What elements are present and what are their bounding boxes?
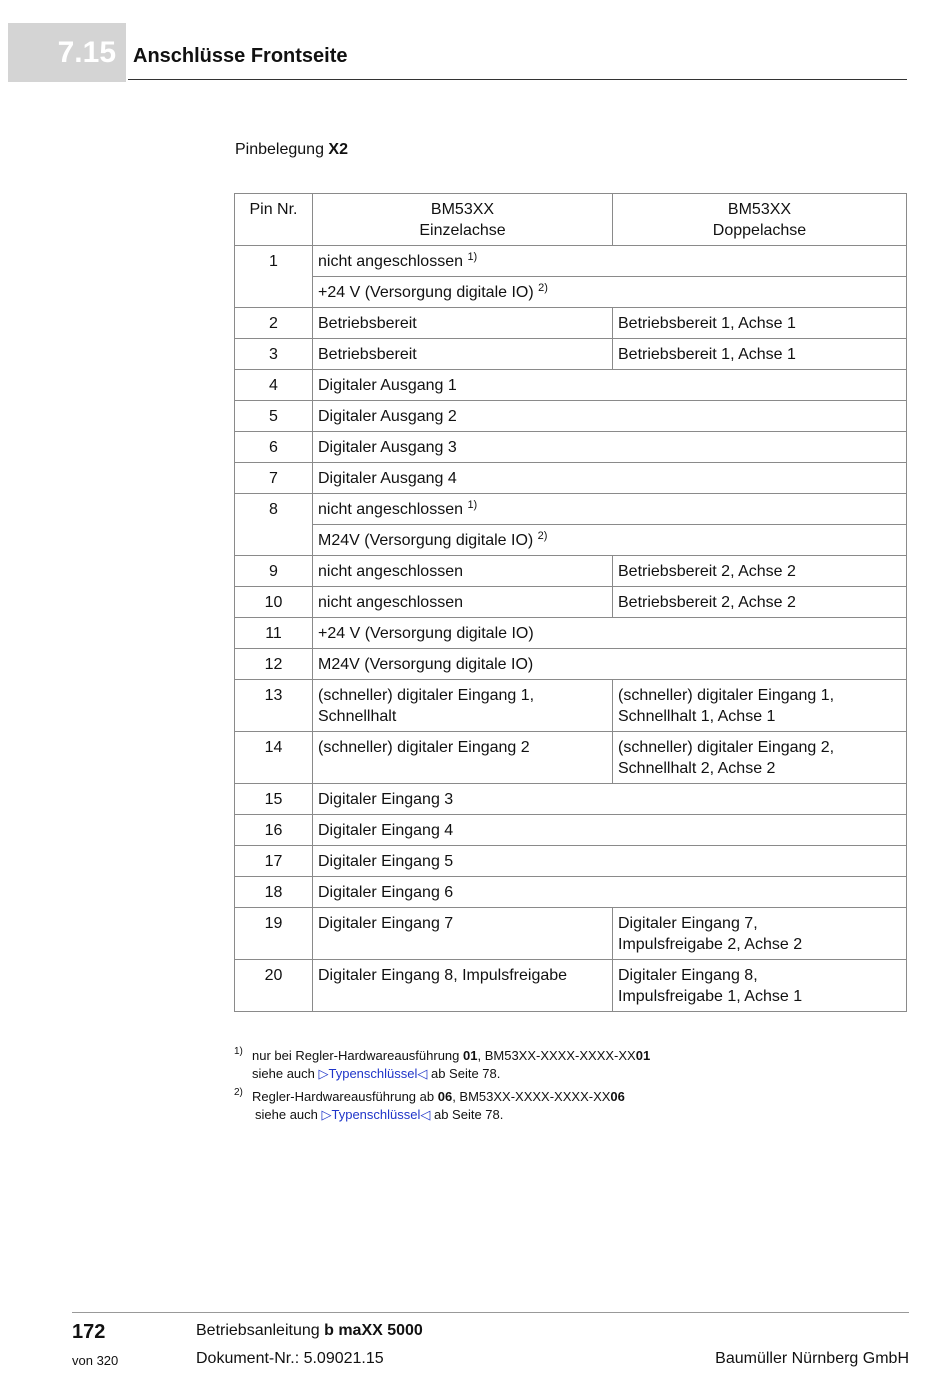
footnote-text: siehe auch (252, 1066, 319, 1081)
pin-number: 14 (235, 732, 313, 784)
single-axis-cell (313, 649, 907, 680)
double-axis-text: (schneller) digitaler Eingang 1, (618, 687, 835, 704)
footnote-ref: 2) (538, 282, 548, 294)
footnote-1 (234, 1047, 650, 1083)
single-axis-text: nicht angeschlossen (318, 253, 463, 270)
single-axis-cell (313, 308, 613, 339)
single-axis-text: Digitaler Eingang 5 (318, 853, 454, 870)
manual-prefix: Betriebsanleitung (196, 1322, 325, 1339)
table-row (235, 556, 907, 587)
pin-number: 8 (235, 494, 313, 556)
pin-number: 20 (235, 960, 313, 1012)
caption-connector: X2 (328, 141, 348, 158)
single-axis-text: Digitaler Ausgang 2 (318, 408, 457, 425)
table-row (235, 463, 907, 494)
double-axis-cell (613, 680, 907, 732)
single-axis-text: Digitaler Eingang 3 (318, 791, 454, 808)
single-axis-cell (313, 846, 907, 877)
single-axis-cell (313, 246, 907, 277)
continuation-text: +24 V (Versorgung digitale IO) (318, 284, 534, 301)
single-axis-cell (313, 587, 613, 618)
footnote-text: Regler-Hardwareausführung ab (252, 1089, 438, 1104)
double-axis-text-line2: Schnellhalt 1, Achse 1 (618, 708, 776, 725)
table-row (235, 339, 907, 370)
pin-number: 10 (235, 587, 313, 618)
section-number: 7.15 (8, 23, 126, 82)
pin-number: 19 (235, 908, 313, 960)
page-number: 172 (72, 1321, 106, 1343)
pin-number: 11 (235, 618, 313, 649)
double-axis-text-line2: Impulsfreigabe 2, Achse 2 (618, 936, 803, 953)
pin-number: 9 (235, 556, 313, 587)
footnote-ref: 1) (467, 251, 478, 263)
single-axis-cell (313, 463, 907, 494)
table-row (235, 370, 907, 401)
footnote-ref: 2) (537, 530, 548, 542)
table-caption (235, 141, 348, 159)
table-row (235, 246, 907, 277)
typenschluessel-link[interactable]: ▷Typenschlüssel◁ (321, 1107, 431, 1122)
pin-number: 5 (235, 401, 313, 432)
company-name: Baumüller Nürnberg GmbH (715, 1350, 909, 1367)
single-axis-cell (313, 960, 613, 1012)
section-title: Anschlüsse Frontseite (133, 45, 348, 67)
table-row (235, 960, 907, 1012)
single-axis-cell (313, 556, 613, 587)
footnote-bold: 01 (635, 1048, 651, 1063)
double-axis-text: Betriebsbereit 1, Achse 1 (618, 346, 796, 363)
single-axis-text: nicht angeschlossen (318, 594, 463, 611)
typenschluessel-link[interactable]: ▷Typenschlüssel◁ (318, 1066, 428, 1081)
double-axis-text-line2: Schnellhalt 2, Achse 2 (618, 760, 776, 777)
double-axis-cell (613, 732, 907, 784)
single-axis-cell (313, 732, 613, 784)
double-axis-text: Digitaler Eingang 8, (618, 967, 758, 984)
pin-number: 16 (235, 815, 313, 846)
pin-number: 2 (235, 308, 313, 339)
single-axis-cell (313, 908, 613, 960)
single-axis-cell (313, 432, 907, 463)
footnote-text: ab Seite 78. (427, 1066, 501, 1081)
table-row (235, 846, 907, 877)
pin-number: 12 (235, 649, 313, 680)
footnote-bold: 06 (610, 1089, 625, 1104)
double-axis-cell (613, 960, 907, 1012)
pin-number: 18 (235, 877, 313, 908)
footnote-mark: 2) (234, 1087, 243, 1098)
pin-number: 7 (235, 463, 313, 494)
continuation-cell (313, 525, 907, 556)
header-single-line1: BM53XX (430, 201, 495, 218)
single-axis-text: Digitaler Eingang 7 (318, 915, 454, 932)
double-axis-text: Digitaler Eingang 7, (618, 915, 758, 932)
pin-number: 4 (235, 370, 313, 401)
page-total: von 320 (72, 1353, 119, 1368)
table-row (235, 908, 907, 960)
continuation-text: M24V (Versorgung digitale IO) (318, 532, 534, 549)
single-axis-text: (schneller) digitaler Eingang 1, (318, 687, 535, 704)
footnote-text: ab Seite 78. (430, 1107, 504, 1122)
single-axis-text: nicht angeschlossen (318, 563, 463, 580)
pin-number: 15 (235, 784, 313, 815)
footnote-ref: 1) (467, 499, 478, 511)
footnote-bold: 06 (437, 1089, 453, 1104)
table-row (235, 649, 907, 680)
table-row (235, 877, 907, 908)
double-axis-text-line2: Impulsfreigabe 1, Achse 1 (618, 988, 803, 1005)
header-double-line1: BM53XX (727, 201, 792, 218)
single-axis-text: Digitaler Eingang 4 (318, 822, 454, 839)
table-row (235, 587, 907, 618)
single-axis-text: nicht angeschlossen (318, 501, 463, 518)
document-number: Dokument-Nr.: 5.09021.15 (196, 1350, 384, 1367)
table-row (235, 732, 907, 784)
pin-number: 13 (235, 680, 313, 732)
single-axis-cell (313, 339, 613, 370)
single-axis-cell (313, 877, 907, 908)
table-row-continuation (235, 525, 907, 556)
header-single-axis (313, 194, 613, 246)
table-row (235, 784, 907, 815)
footer-rule (72, 1312, 909, 1313)
manual-title (196, 1322, 423, 1340)
pin-number: 6 (235, 432, 313, 463)
single-axis-text: Digitaler Ausgang 4 (318, 470, 457, 487)
pin-number: 1 (235, 246, 313, 308)
single-axis-text: Digitaler Eingang 8, Impulsfreigabe (318, 967, 568, 984)
footnote-2 (234, 1088, 650, 1124)
footnotes (234, 1047, 650, 1129)
single-axis-text: Digitaler Ausgang 3 (318, 439, 457, 456)
table-row (235, 308, 907, 339)
pin-number: 3 (235, 339, 313, 370)
table-row (235, 432, 907, 463)
single-axis-text: M24V (Versorgung digitale IO) (318, 656, 534, 673)
single-axis-cell (313, 680, 613, 732)
single-axis-cell (313, 784, 907, 815)
single-axis-cell (313, 494, 907, 525)
single-axis-text: Betriebsbereit (318, 346, 417, 363)
footnote-text: nur bei Regler-Hardwareausführung (252, 1048, 464, 1063)
table-row (235, 401, 907, 432)
table-row-continuation (235, 277, 907, 308)
single-axis-text: Digitaler Ausgang 1 (318, 377, 457, 394)
double-axis-text: (schneller) digitaler Eingang 2, (618, 739, 835, 756)
header-rule (128, 79, 907, 80)
footnote-mark: 1) (234, 1046, 243, 1057)
manual-name: b maXX 5000 (324, 1322, 423, 1339)
table-row (235, 815, 907, 846)
single-axis-cell (313, 618, 907, 649)
caption-prefix: Pinbelegung (235, 141, 329, 158)
header-single-line2: Einzelachse (419, 222, 506, 239)
single-axis-cell (313, 370, 907, 401)
footnote-text: , BM53XX-XXXX-XXXX-XX (452, 1089, 611, 1104)
double-axis-text: Betriebsbereit 1, Achse 1 (618, 315, 796, 332)
single-axis-text: +24 V (Versorgung digitale IO) (318, 625, 534, 642)
table-row (235, 618, 907, 649)
single-axis-text: Betriebsbereit (318, 315, 417, 332)
pin-assignment-table (234, 193, 907, 1012)
double-axis-cell (613, 339, 907, 370)
single-axis-text-line2: Schnellhalt (318, 708, 397, 725)
header-double-line2: Doppelachse (712, 222, 807, 239)
single-axis-text: (schneller) digitaler Eingang 2 (318, 739, 530, 756)
double-axis-text: Betriebsbereit 2, Achse 2 (618, 563, 796, 580)
footnote-bold: 01 (463, 1048, 478, 1063)
double-axis-cell (613, 908, 907, 960)
footnote-text: siehe auch (255, 1107, 322, 1122)
double-axis-cell (613, 587, 907, 618)
header-double-axis (613, 194, 907, 246)
single-axis-cell (313, 401, 907, 432)
double-axis-cell (613, 308, 907, 339)
single-axis-cell (313, 815, 907, 846)
table-row (235, 680, 907, 732)
double-axis-text: Betriebsbereit 2, Achse 2 (618, 594, 796, 611)
pin-number: 17 (235, 846, 313, 877)
continuation-cell (313, 277, 907, 308)
header-pin: Pin Nr. (235, 194, 313, 246)
table-header-row (235, 194, 907, 246)
double-axis-cell (613, 556, 907, 587)
table-row (235, 494, 907, 525)
footnote-text: , BM53XX-XXXX-XXXX-XX (477, 1048, 636, 1063)
single-axis-text: Digitaler Eingang 6 (318, 884, 454, 901)
